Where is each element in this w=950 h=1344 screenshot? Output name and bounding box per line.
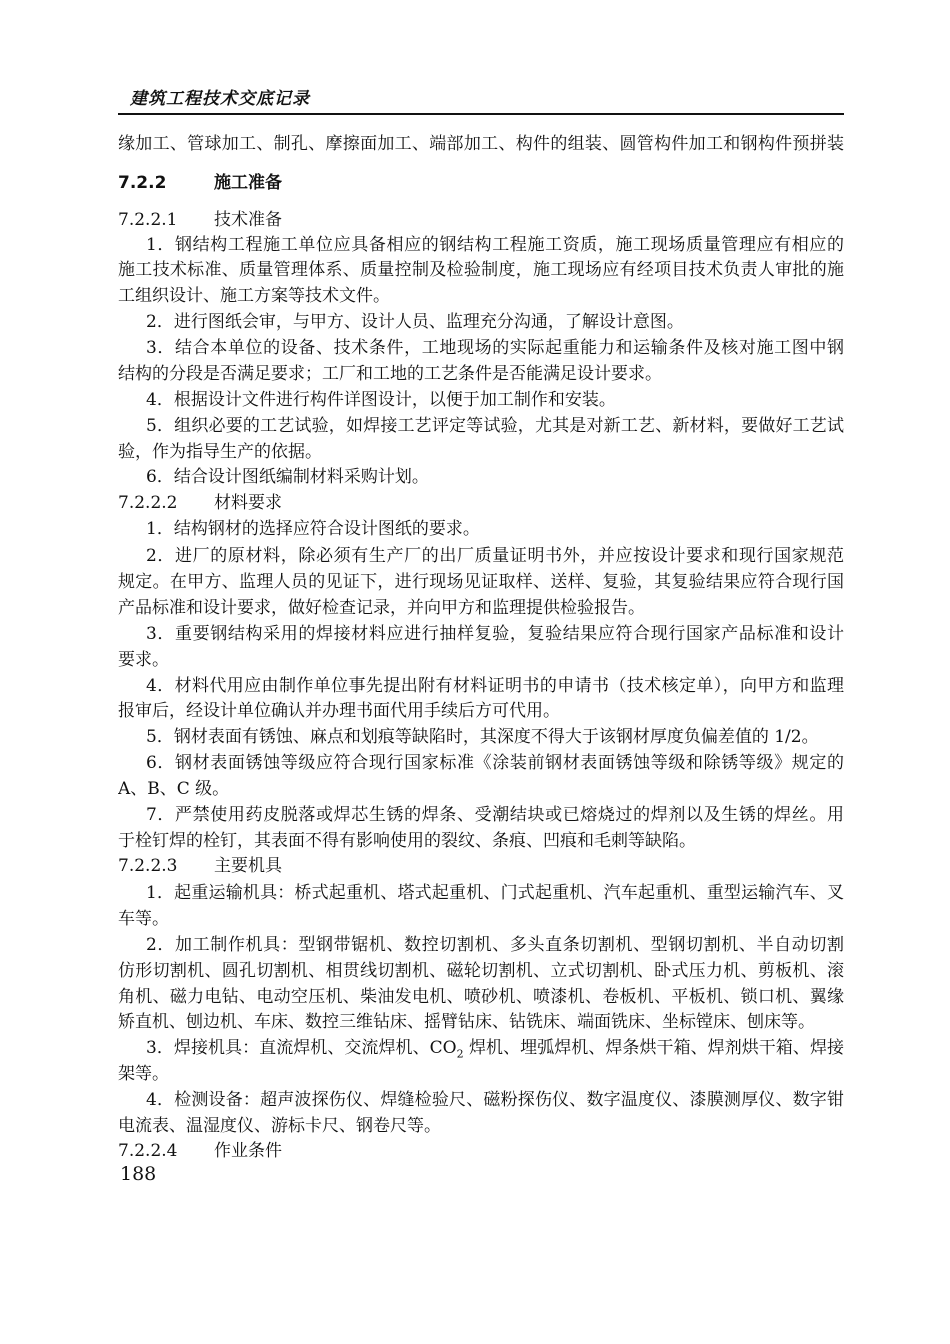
paragraph-line: 验，作为指导生产的依据。 [118,442,322,462]
paragraph-line: A、B、C 级。 [118,779,230,799]
paragraph-line: 结构的分段是否满足要求；工厂和工地的工艺条件是否能满足设计要求。 [118,364,662,384]
paragraph-line: 2．进厂的原材料，除必须有生产厂的出厂质量证明书外，并应按设计要求和现行国家规范 [146,546,844,566]
paragraph-line: 2．加工制作机具：型钢带锯机、数控切割机、多头直条切割机、型钢切割机、半自动切割 [146,935,844,955]
subsection-heading-7-2-2-1 [118,209,844,231]
paragraph-line: 仿形切割机、圆孔切割机、相贯线切割机、磁轮切割机、立式切割机、卧式压力机、剪板机、滚 [118,961,844,981]
subsection-title: 作业条件 [214,1141,282,1161]
header-rule [118,113,844,115]
subsection-number: 7.2.2.1 [118,210,178,230]
subsection-number: 7.2.2.3 [118,856,178,876]
subsection-title: 材料要求 [214,493,282,513]
paragraph-line: 施工技术标准、质量管理体系、质量控制及检验制度，施工现场应有经项目技术负责人审批的施 [118,260,844,280]
subsection-heading-7-2-2-4 [118,1140,844,1162]
paragraph-line: 工组织设计、施工方案等技术文件。 [118,286,390,306]
subsection-number: 7.2.2.2 [118,493,178,513]
paragraph-line: 要求。 [118,650,169,670]
paragraph-line: 电流表、温湿度仪、游标卡尺、钢卷尺等。 [118,1116,441,1136]
section-number: 7.2.2 [118,173,167,193]
section-title: 施工准备 [214,173,282,193]
running-header: 建筑工程技术交底记录 [130,89,310,109]
paragraph-line: 6．钢材表面锈蚀等级应符合现行国家标准《涂装前钢材表面锈蚀等级和除锈等级》规定的 [146,753,844,773]
line-text-part: 3．焊接机具：直流焊机、交流焊机、CO [146,1038,457,1058]
paragraph-line: 报审后，经设计单位确认并办理书面代用手续后方可代用。 [118,701,560,721]
paragraph-line: 7．严禁使用药皮脱落或焊芯生锈的焊条、受潮结块或已熔烧过的焊剂以及生锈的焊丝。用 [146,805,844,825]
co2-subscript: 2 [456,1047,464,1059]
paragraph-line: 角机、磁力电钻、电动空压机、柴油发电机、喷砂机、喷漆机、卷板机、平板机、锁口机、翼缘 [118,987,844,1007]
paragraph-line: 于栓钉焊的栓钉，其表面不得有影响使用的裂纹、条痕、凹痕和毛刺等缺陷。 [118,831,696,851]
subsection-heading-7-2-2-2 [118,492,844,514]
paragraph-line: 4．检测设备：超声波探伤仪、焊缝检验尺、磁粉探伤仪、数字温度仪、漆膜测厚仪、数字钳 [146,1090,844,1110]
section-heading-7-2-2 [118,172,844,194]
paragraph-line-with-subscript [146,1037,844,1059]
subsection-number: 7.2.2.4 [118,1141,178,1161]
paragraph-line: 缘加工、管球加工、制孔、摩擦面加工、端部加工、构件的组装、圆管构件加工和钢构件预拼装 [118,134,844,154]
paragraph-line: 4．材料代用应由制作单位事先提出附有材料证明书的申请书（技术核定单），向甲方和监理 [146,676,844,696]
subsection-heading-7-2-2-3 [118,855,844,877]
subsection-title: 技术准备 [214,210,282,230]
paragraph-line: 5．钢材表面有锈蚀、麻点和划痕等缺陷时，其深度不得大于该钢材厚度负偏差值的 1/2。 [146,727,819,747]
paragraph-line: 规定。在甲方、监理人员的见证下，进行现场见证取样、送样、复验，其复验结果应符合现行国 [118,572,844,592]
paragraph-line: 6．结合设计图纸编制材料采购计划。 [146,467,429,487]
paragraph-line: 5．组织必要的工艺试验，如焊接工艺评定等试验，尤其是对新工艺、新材料，要做好工艺试 [146,416,844,436]
paragraph-line: 车等。 [118,909,169,929]
paragraph-line: 3．重要钢结构采用的焊接材料应进行抽样复验，复验结果应符合现行国家产品标准和设计 [146,624,844,644]
paragraph-line: 1．起重运输机具：桥式起重机、塔式起重机、门式起重机、汽车起重机、重型运输汽车、叉 [146,883,844,903]
paragraph-line: 产品标准和设计要求，做好检查记录，并向甲方和监理提供检验报告。 [118,598,645,618]
paragraph-line: 2．进行图纸会审，与甲方、设计人员、监理充分沟通，了解设计意图。 [146,312,684,332]
paragraph-line: 矫直机、刨边机、车床、数控三维钻床、摇臂钻床、钻铣床、端面铣床、坐标镗床、刨床等。 [118,1012,815,1032]
paragraph-line: 1．钢结构工程施工单位应具备相应的钢结构工程施工资质，施工现场质量管理应有相应的 [146,235,844,255]
paragraph-line: 架等。 [118,1064,169,1084]
paragraph-line: 3．结合本单位的设备、技术条件，工地现场的实际起重能力和运输条件及核对施工图中钢 [146,338,844,358]
subsection-title: 主要机具 [214,856,282,876]
line-text-part: 焊机、埋弧焊机、焊条烘干箱、焊剂烘干箱、焊接 [469,1038,844,1058]
paragraph-line: 4．根据设计文件进行构件详图设计，以便于加工制作和安装。 [146,390,616,410]
paragraph-line: 1．结构钢材的选择应符合设计图纸的要求。 [146,519,480,539]
page-number: 188 [120,1163,157,1185]
